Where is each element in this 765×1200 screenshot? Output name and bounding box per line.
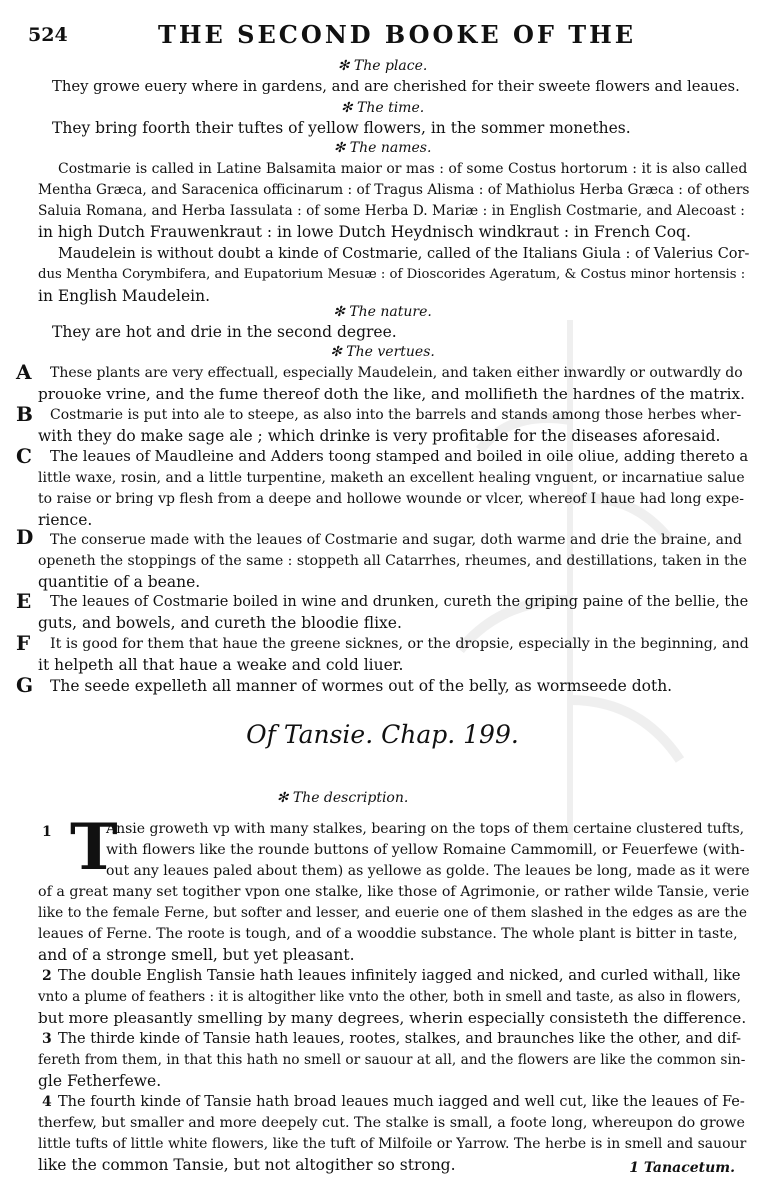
description-line: leaues of Ferne. The roote is tough, and of a wooddie substance. The whole plant is bitter in taste, xyxy=(38,926,738,942)
description-line: therfew, but smaller and more deepely cut. The stalke is small, a foote long, whereupon do growe xyxy=(38,1115,745,1131)
drop-cap: T xyxy=(70,810,118,885)
vertue-line: The seede expelleth all manner of wormes out of the belly, as wormseede doth. xyxy=(50,677,673,695)
description-number: 1 xyxy=(42,824,52,840)
vertue-line: The conserue made with the leaues of Costmarie and sugar, doth warme and drie the braine, and xyxy=(50,532,743,548)
vertue-line: The leaues of Maudleine and Adders toong stamped and boiled in oile oliue, adding thereto a xyxy=(50,448,749,465)
vertue-letter: B xyxy=(16,402,33,426)
heading-names: ✻ The names. xyxy=(333,140,432,156)
description-line: little tufts of little white flowers, like the tuft of Milfoile or Yarrow. The herbe is in smell and sauour xyxy=(38,1136,747,1152)
vertue-line: Costmarie is put into ale to steepe, as also into the barrels and stands among those herbes wher- xyxy=(50,407,742,423)
description-line: fereth from them, in that this hath no smell or sauour at all, and the flowers are like the common sin- xyxy=(38,1052,746,1068)
heading-nature: ✻ The nature. xyxy=(333,304,432,320)
description-line: gle Fetherfewe. xyxy=(38,1072,162,1090)
heading-description: ✻ The description. xyxy=(276,790,409,806)
vertue-letter: G xyxy=(16,673,34,697)
description-line: The thirde kinde of Tansie hath leaues, rootes, stalkes, and braunches like the other, and dif- xyxy=(58,1031,742,1047)
description-number: 4 xyxy=(42,1094,52,1110)
description-line: out any leaues paled about them) as yellowe as golde. The leaues be long, made as it were xyxy=(106,863,750,879)
vertue-line: it helpeth all that haue a weake and cold liuer. xyxy=(38,656,404,674)
vertue-line: openeth the stoppings of the same : stoppeth all Catarrhes, rheumes, and destillations, taken in the xyxy=(38,553,747,569)
page-header xyxy=(28,18,745,49)
heading-vertues: ✻ The vertues. xyxy=(330,344,435,360)
vertue-line: rience. xyxy=(38,511,93,529)
description-line: The double English Tansie hath leaues infinitely iagged and nicked, and curled withall, like xyxy=(58,967,741,984)
nature-text: They are hot and drie in the second degree. xyxy=(52,323,397,341)
vertue-letter: F xyxy=(16,631,31,655)
vertue-letter: A xyxy=(16,360,32,384)
description-line: with flowers like the rounde buttons of yellow Romaine Cammomill, or Feuerfewe (with- xyxy=(106,842,745,858)
vertue-line: guts, and bowels, and cureth the bloodie flixe. xyxy=(38,614,402,632)
description-line: The fourth kinde of Tansie hath broad leaues much iagged and well cut, like the leaues of Fe- xyxy=(58,1094,745,1110)
vertue-line: with they do make sage ale ; which drinke is very profitable for the diseases aforesaid. xyxy=(38,427,721,445)
footer-catchword: 1 Tanacetum. xyxy=(629,1160,735,1176)
vertue-letter: E xyxy=(16,589,32,613)
description-line: vnto a plume of feathers : it is altogither like vnto the other, both in smell and taste, as also in flowers, xyxy=(38,989,741,1005)
vertue-line: These plants are very effectuall, especially Maudelein, and taken either inwardly or outwardly do xyxy=(50,365,743,381)
vertue-line: It is good for them that haue the greene sicknes, or the dropsie, especially in the beginning, and xyxy=(50,636,749,652)
description-line: and of a stronge smell, but yet pleasant. xyxy=(38,946,355,964)
names-line: Costmarie is called in Latine Balsamita maior or mas : of some Costus hortorum : it is also called xyxy=(58,161,748,177)
vertue-letter: D xyxy=(16,525,34,549)
names-line: in high Dutch Frauwenkraut : in lowe Dutch Heydnisch windkraut : in French Coq. xyxy=(38,223,691,241)
names-line: Maudelein is without doubt a kinde of Costmarie, called of the Italians Giula : of Valerius Cor- xyxy=(58,246,750,262)
names-line: dus Mentha Corymbifera, and Eupatorium Mesuæ : of Dioscorides Ageratum, & Costus minor hortensis : xyxy=(38,267,746,282)
description-number: 2 xyxy=(42,968,52,984)
running-head: THE SECOND BOOKE OF THE xyxy=(158,20,637,49)
place-text: They growe euery where in gardens, and are cherished for their sweete flowers and leaues. xyxy=(52,78,740,95)
time-text: They bring foorth their tuftes of yellow flowers, in the sommer monethes. xyxy=(52,119,631,137)
names-line: Mentha Græca, and Saracenica officinarum : of Tragus Alisma : of Mathiolus Herba Græca : of others xyxy=(38,182,750,198)
chapter-title: Of Tansie. Chap. 199. xyxy=(246,720,519,749)
description-number: 3 xyxy=(42,1031,52,1047)
vertue-line: little waxe, rosin, and a little turpentine, maketh an excellent healing vnguent, or incarnatiue salue xyxy=(38,470,745,486)
vertue-line: quantitie of a beane. xyxy=(38,573,201,591)
vertue-line: prouoke vrine, and the fume thereof doth the like, and mollifieth the hardnes of the matrix. xyxy=(38,385,745,403)
names-line: Saluia Romana, and Herba Iassulata : of some Herba D. Mariæ : in English Costmarie, and Alecoast : xyxy=(38,203,745,219)
description-line: like to the female Ferne, but softer and lesser, and euerie one of them slashed in the edges as are the xyxy=(38,905,747,921)
description-line: Ansie groweth vp with many stalkes, bearing on the tops of them certaine clustered tufts, xyxy=(106,821,745,837)
heading-place: ✻ The place. xyxy=(337,58,428,74)
vertue-line: The leaues of Costmarie boiled in wine and drunken, cureth the griping paine of the bellie, the xyxy=(50,594,749,610)
description-line: but more pleasantly smelling by many degrees, wherin especially consisteth the difference. xyxy=(38,1009,747,1027)
names-line: in English Maudelein. xyxy=(38,287,211,305)
heading-time: ✻ The time. xyxy=(340,100,425,116)
page-number: 524 xyxy=(28,24,68,46)
vertue-letter: C xyxy=(16,444,32,468)
description-line: of a great many set togither vpon one stalke, like those of Agrimonie, or rather wilde Tansie, verie xyxy=(38,884,750,900)
vertue-line: to raise or bring vp flesh from a deepe and hollowe wounde or vlcer, whereof I haue had long expe- xyxy=(38,491,745,507)
description-line: like the common Tansie, but not altogither so strong. xyxy=(38,1156,456,1174)
